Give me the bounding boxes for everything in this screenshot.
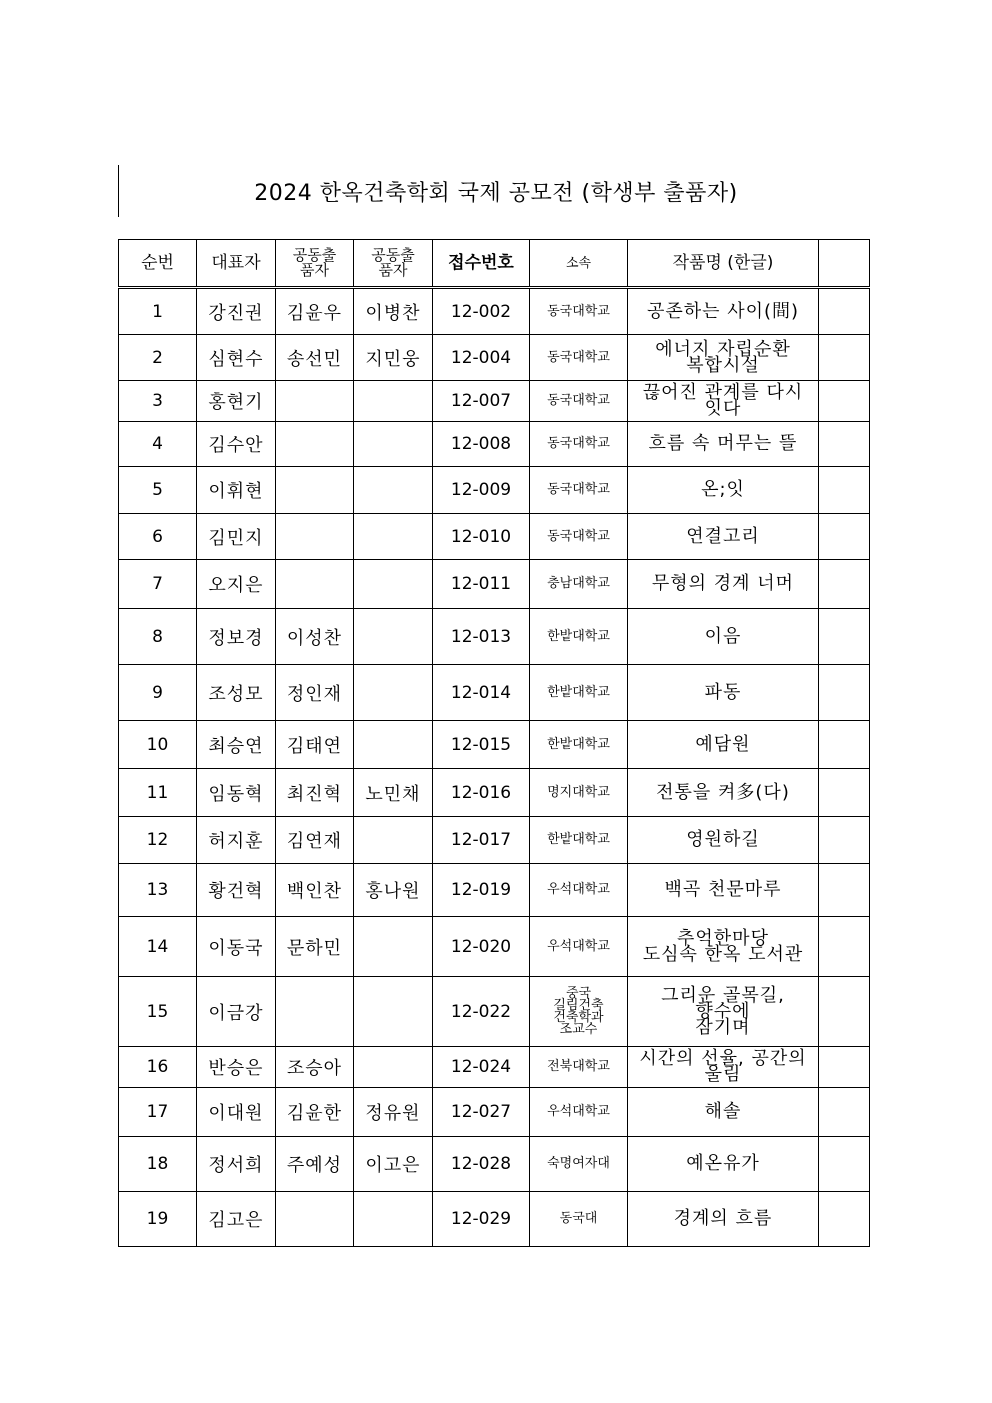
cell-extra <box>819 514 870 560</box>
cell-no: 13 <box>119 864 197 917</box>
cell-co-entrant-1: 조승아 <box>276 1047 354 1088</box>
cell-work-title: 온;잇 <box>628 467 819 514</box>
cell-leader: 조성모 <box>197 665 276 721</box>
cell-work-title: 시간의 선율, 공간의 울림 <box>628 1047 819 1088</box>
table-row <box>119 335 870 381</box>
table-row <box>119 665 870 721</box>
cell-code: 12-002 <box>433 288 530 335</box>
cell-work-title: 그리운 골목길, 향수에 잠기며 <box>628 977 819 1047</box>
cell-co-entrant-2: 이고은 <box>354 1137 433 1192</box>
cell-code: 12-028 <box>433 1137 530 1192</box>
cell-leader: 임동혁 <box>197 769 276 817</box>
cell-co-entrant-1: 이성찬 <box>276 609 354 665</box>
cell-extra <box>819 665 870 721</box>
cell-co-entrant-1: 백인찬 <box>276 864 354 917</box>
table-row <box>119 560 870 609</box>
cell-no: 12 <box>119 817 197 864</box>
cell-code: 12-009 <box>433 467 530 514</box>
cell-code: 12-022 <box>433 977 530 1047</box>
table-body <box>119 288 870 1247</box>
cell-no: 2 <box>119 335 197 381</box>
table-row <box>119 609 870 665</box>
cell-extra <box>819 609 870 665</box>
cell-co-entrant-2 <box>354 665 433 721</box>
cell-code: 12-007 <box>433 381 530 422</box>
cell-co-entrant-1: 김태연 <box>276 721 354 769</box>
cell-leader: 강진권 <box>197 288 276 335</box>
cell-extra <box>819 977 870 1047</box>
header-leader: 대표자 <box>197 240 276 288</box>
cell-leader: 정서희 <box>197 1137 276 1192</box>
cell-affiliation: 숙명여자대 <box>530 1137 628 1192</box>
header-no: 순번 <box>119 240 197 288</box>
cell-work-title: 해솔 <box>628 1088 819 1137</box>
cell-work-title: 이음 <box>628 609 819 665</box>
cell-code: 12-027 <box>433 1088 530 1137</box>
cell-extra <box>819 1137 870 1192</box>
header-code: 접수번호 <box>433 240 530 288</box>
cell-co-entrant-2 <box>354 917 433 977</box>
table-row <box>119 1088 870 1137</box>
header-extra <box>819 240 870 288</box>
cell-code: 12-013 <box>433 609 530 665</box>
table-row <box>119 721 870 769</box>
cell-extra <box>819 560 870 609</box>
table-row <box>119 769 870 817</box>
cell-co-entrant-2: 이병찬 <box>354 288 433 335</box>
cell-leader: 정보경 <box>197 609 276 665</box>
cell-affiliation: 동국대학교 <box>530 335 628 381</box>
cell-work-title: 백곡 천문마루 <box>628 864 819 917</box>
cell-code: 12-019 <box>433 864 530 917</box>
cell-code: 12-011 <box>433 560 530 609</box>
cell-co-entrant-2: 노민채 <box>354 769 433 817</box>
cell-co-entrant-1 <box>276 977 354 1047</box>
cell-work-title: 흐름 속 머무는 뜰 <box>628 422 819 467</box>
cell-leader: 김수안 <box>197 422 276 467</box>
cell-extra <box>819 1047 870 1088</box>
cell-co-entrant-2 <box>354 1047 433 1088</box>
header-row <box>119 240 870 288</box>
document-title: 2024 한옥건축학회 국제 공모전 (학생부 출품자) <box>254 181 738 206</box>
cell-work-title: 경계의 흐름 <box>628 1192 819 1247</box>
cell-co-entrant-2 <box>354 560 433 609</box>
table-row <box>119 288 870 335</box>
cell-co-entrant-2 <box>354 721 433 769</box>
cell-code: 12-015 <box>433 721 530 769</box>
cell-extra <box>819 467 870 514</box>
cell-co-entrant-2: 지민웅 <box>354 335 433 381</box>
cell-extra <box>819 381 870 422</box>
entrant-table <box>118 239 870 1247</box>
cell-affiliation: 우석대학교 <box>530 917 628 977</box>
table-row <box>119 381 870 422</box>
table-row <box>119 817 870 864</box>
cell-no: 18 <box>119 1137 197 1192</box>
cell-no: 10 <box>119 721 197 769</box>
cell-affiliation: 동국대 <box>530 1192 628 1247</box>
cell-no: 11 <box>119 769 197 817</box>
cell-code: 12-010 <box>433 514 530 560</box>
cell-code: 12-008 <box>433 422 530 467</box>
cell-co-entrant-1: 김윤우 <box>276 288 354 335</box>
cell-co-entrant-1: 정인재 <box>276 665 354 721</box>
cell-affiliation: 동국대학교 <box>530 288 628 335</box>
header-co-entrant-1 <box>276 240 354 288</box>
cell-work-title: 공존하는 사이(間) <box>628 288 819 335</box>
cell-affiliation: 동국대학교 <box>530 514 628 560</box>
cell-extra <box>819 917 870 977</box>
cell-work-title: 에너지 자립순환 복합시설 <box>628 335 819 381</box>
cell-affiliation: 명지대학교 <box>530 769 628 817</box>
cell-extra <box>819 817 870 864</box>
cell-leader: 황건혁 <box>197 864 276 917</box>
cell-work-title: 연결고리 <box>628 514 819 560</box>
cell-code: 12-024 <box>433 1047 530 1088</box>
cell-co-entrant-1 <box>276 514 354 560</box>
cell-affiliation: 동국대학교 <box>530 381 628 422</box>
cell-work-title: 끊어진 관계를 다시 잇다 <box>628 381 819 422</box>
cell-affiliation: 우석대학교 <box>530 1088 628 1137</box>
cell-co-entrant-1: 김연재 <box>276 817 354 864</box>
cell-no: 14 <box>119 917 197 977</box>
table-row <box>119 1137 870 1192</box>
cell-co-entrant-1: 최진혁 <box>276 769 354 817</box>
cell-co-entrant-2 <box>354 381 433 422</box>
cell-code: 12-014 <box>433 665 530 721</box>
cell-work-title: 전통을 켜多(다) <box>628 769 819 817</box>
cell-affiliation: 우석대학교 <box>530 864 628 917</box>
table-row <box>119 864 870 917</box>
cell-affiliation: 한밭대학교 <box>530 721 628 769</box>
cell-co-entrant-1: 문하민 <box>276 917 354 977</box>
cell-no: 17 <box>119 1088 197 1137</box>
cell-no: 1 <box>119 288 197 335</box>
table-row <box>119 1192 870 1247</box>
cell-leader: 이동국 <box>197 917 276 977</box>
header-co2-text: 공동출 품자 <box>371 246 415 279</box>
cell-affiliation: 충남대학교 <box>530 560 628 609</box>
cell-co-entrant-1 <box>276 381 354 422</box>
cell-leader: 홍현기 <box>197 381 276 422</box>
cell-extra <box>819 335 870 381</box>
cell-no: 8 <box>119 609 197 665</box>
cell-no: 15 <box>119 977 197 1047</box>
cell-affiliation: 동국대학교 <box>530 467 628 514</box>
cell-no: 16 <box>119 1047 197 1088</box>
cell-extra <box>819 769 870 817</box>
table-row <box>119 422 870 467</box>
cell-extra <box>819 864 870 917</box>
cell-leader: 김민지 <box>197 514 276 560</box>
cell-extra <box>819 422 870 467</box>
cell-extra <box>819 288 870 335</box>
cell-extra <box>819 721 870 769</box>
cell-no: 3 <box>119 381 197 422</box>
table-row <box>119 1047 870 1088</box>
cell-code: 12-004 <box>433 335 530 381</box>
cell-code: 12-020 <box>433 917 530 977</box>
cell-leader: 심현수 <box>197 335 276 381</box>
cell-affiliation: 중국 길림건축 건축학과 조교수 <box>530 977 628 1047</box>
table-row <box>119 514 870 560</box>
cell-co-entrant-2 <box>354 467 433 514</box>
cell-leader: 이대원 <box>197 1088 276 1137</box>
cell-work-title: 예담원 <box>628 721 819 769</box>
cell-co-entrant-1: 김윤한 <box>276 1088 354 1137</box>
cell-work-title: 추억한마당 도심속 한옥 도서관 <box>628 917 819 977</box>
cell-no: 7 <box>119 560 197 609</box>
cell-code: 12-017 <box>433 817 530 864</box>
cell-co-entrant-2 <box>354 977 433 1047</box>
cell-leader: 허지훈 <box>197 817 276 864</box>
cell-no: 5 <box>119 467 197 514</box>
cell-co-entrant-2 <box>354 609 433 665</box>
cell-leader: 최승연 <box>197 721 276 769</box>
cell-leader: 오지은 <box>197 560 276 609</box>
cell-leader: 김고은 <box>197 1192 276 1247</box>
cell-co-entrant-2 <box>354 422 433 467</box>
cell-work-title: 파동 <box>628 665 819 721</box>
cell-affiliation: 한밭대학교 <box>530 609 628 665</box>
cell-extra <box>819 1088 870 1137</box>
table-row <box>119 977 870 1047</box>
cell-affiliation: 동국대학교 <box>530 422 628 467</box>
cell-co-entrant-2 <box>354 514 433 560</box>
cell-co-entrant-1 <box>276 467 354 514</box>
cell-co-entrant-2 <box>354 817 433 864</box>
cell-no: 4 <box>119 422 197 467</box>
header-co-entrant-2 <box>354 240 433 288</box>
cell-affiliation: 한밭대학교 <box>530 665 628 721</box>
cell-co-entrant-2: 정유원 <box>354 1088 433 1137</box>
cell-co-entrant-1: 주예성 <box>276 1137 354 1192</box>
cell-no: 9 <box>119 665 197 721</box>
cell-no: 6 <box>119 514 197 560</box>
cell-leader: 이휘현 <box>197 467 276 514</box>
cell-work-title: 영원하길 <box>628 817 819 864</box>
cell-work-title: 예온유가 <box>628 1137 819 1192</box>
cell-co-entrant-1 <box>276 1192 354 1247</box>
cell-co-entrant-2: 홍나원 <box>354 864 433 917</box>
cell-no: 19 <box>119 1192 197 1247</box>
table-row <box>119 917 870 977</box>
header-affiliation: 소속 <box>530 240 628 288</box>
cell-co-entrant-1 <box>276 422 354 467</box>
cell-code: 12-029 <box>433 1192 530 1247</box>
cell-leader: 이금강 <box>197 977 276 1047</box>
header-co1-text: 공동출 품자 <box>292 246 337 279</box>
cell-work-title: 무형의 경계 너머 <box>628 560 819 609</box>
cell-leader: 반승은 <box>197 1047 276 1088</box>
cell-co-entrant-2 <box>354 1192 433 1247</box>
cell-extra <box>819 1192 870 1247</box>
cell-affiliation: 전북대학교 <box>530 1047 628 1088</box>
header-work-title: 작품명 (한글) <box>628 240 819 288</box>
cell-affiliation: 한밭대학교 <box>530 817 628 864</box>
cell-co-entrant-1 <box>276 560 354 609</box>
cell-code: 12-016 <box>433 769 530 817</box>
cell-co-entrant-1: 송선민 <box>276 335 354 381</box>
table-row <box>119 467 870 514</box>
